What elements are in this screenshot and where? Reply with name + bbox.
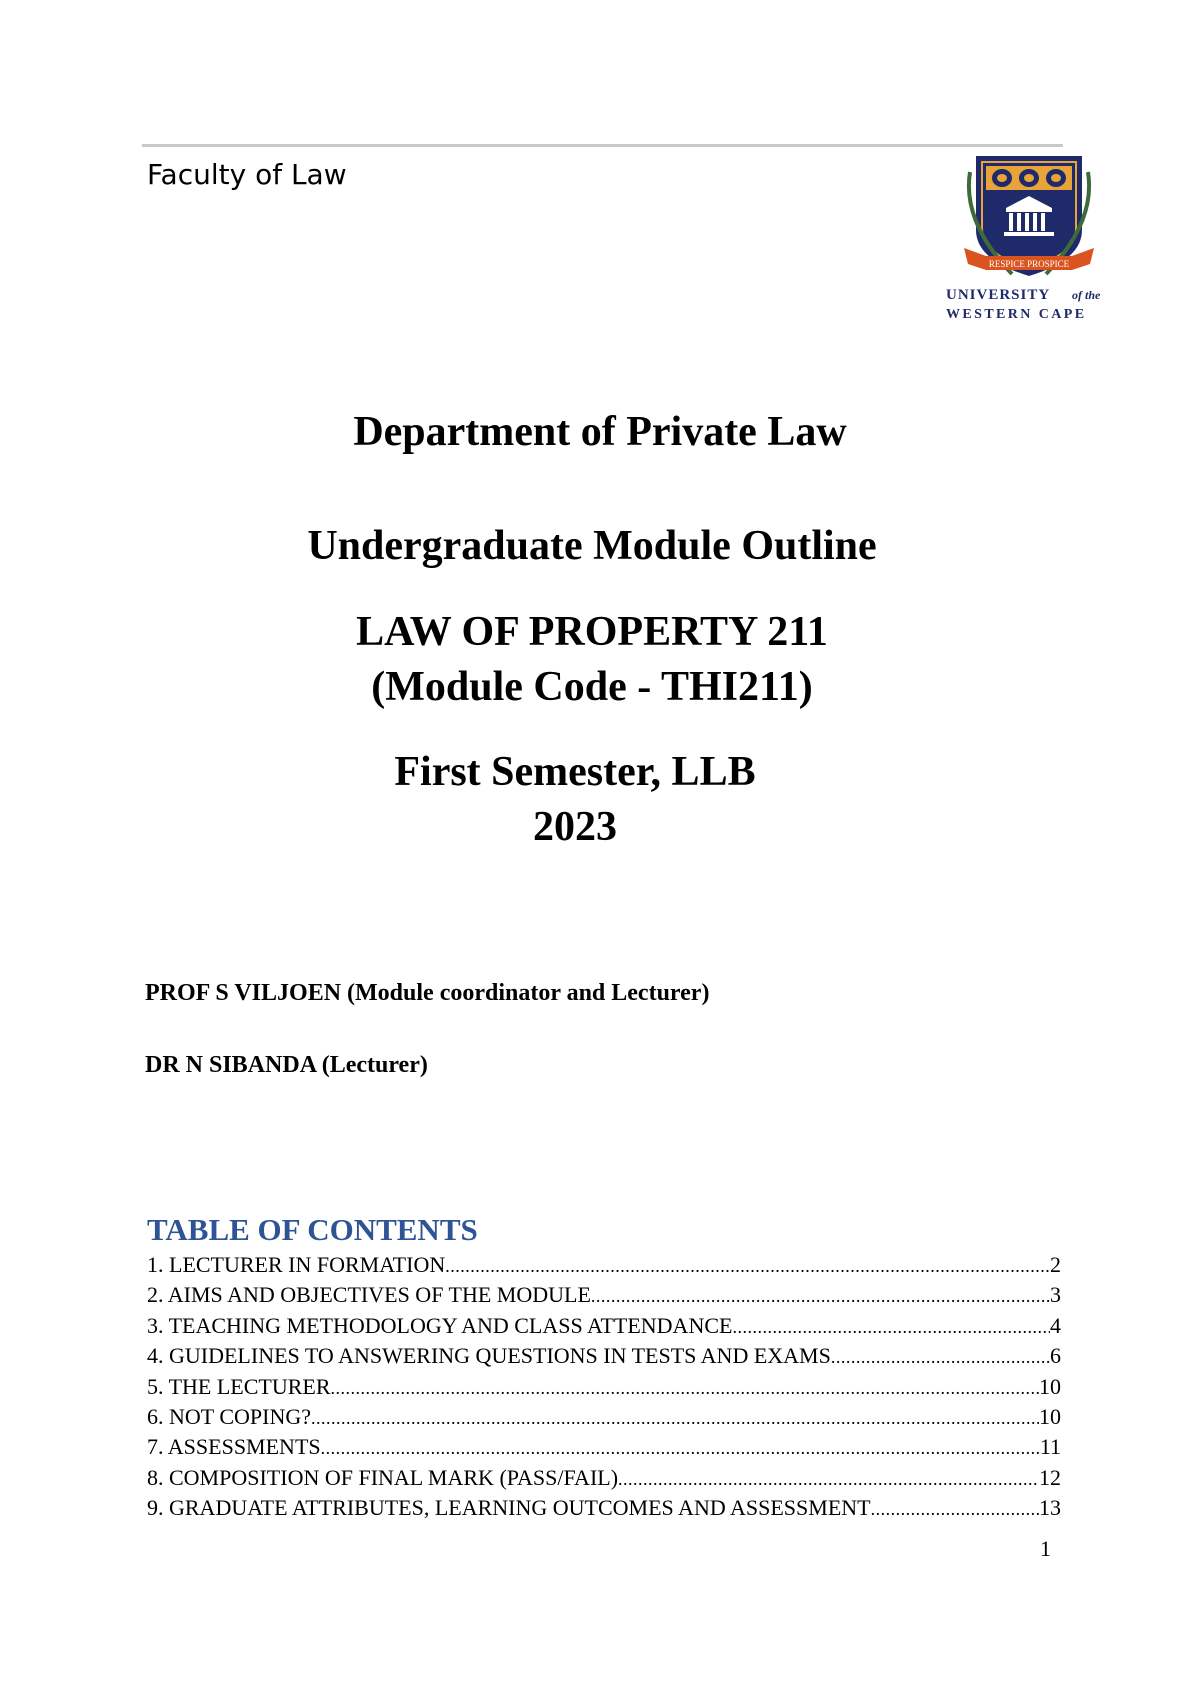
toc-entry-label: 4. GUIDELINES TO ANSWERING QUESTIONS IN TESTS AND EXAMS xyxy=(147,1343,831,1369)
toc-leader xyxy=(321,1438,1040,1459)
toc-entry[interactable] xyxy=(147,1313,1061,1343)
toc-entry[interactable] xyxy=(147,1495,1061,1525)
toc-leader xyxy=(311,1408,1039,1429)
department-title: Department of Private Law xyxy=(353,409,847,455)
toc-entry[interactable] xyxy=(147,1465,1061,1495)
toc-entry[interactable] xyxy=(147,1374,1061,1404)
year-label: 2023 xyxy=(533,804,617,850)
header-rule xyxy=(142,144,1063,147)
toc-entry-page: 10 xyxy=(1039,1373,1061,1399)
toc-leader xyxy=(445,1256,1050,1277)
toc-entry[interactable] xyxy=(147,1282,1061,1312)
university-logo xyxy=(942,152,1116,322)
toc-entry[interactable] xyxy=(147,1343,1061,1373)
toc-entry-label: 3. TEACHING METHODOLOGY AND CLASS ATTENDANCE xyxy=(147,1312,733,1338)
toc-entry-page: 12 xyxy=(1039,1464,1061,1490)
toc-entry-label: 9. GRADUATE ATTRIBUTES, LEARNING OUTCOMES AND ASSESSMENT xyxy=(147,1495,871,1521)
svg-text:UNIVERSITY: UNIVERSITY xyxy=(946,287,1051,303)
semester-label: First Semester, LLB xyxy=(394,749,756,795)
svg-text:RESPICE PROSPICE: RESPICE PROSPICE xyxy=(988,259,1070,269)
table-of-contents xyxy=(147,1252,1061,1526)
toc-entry-page: 2 xyxy=(1050,1252,1061,1277)
toc-entry-label: 5. THE LECTURER xyxy=(147,1373,331,1399)
toc-entry-page: 4 xyxy=(1050,1312,1061,1338)
toc-leader xyxy=(831,1347,1050,1368)
toc-entry-label: 8. COMPOSITION OF FINAL MARK (PASS/FAIL) xyxy=(147,1464,619,1490)
toc-leader xyxy=(618,1469,1039,1490)
toc-entry-page: 3 xyxy=(1050,1282,1061,1308)
toc-entry-label: 1. LECTURER IN FORMATION xyxy=(147,1252,446,1277)
svg-text:WESTERN CAPE: WESTERN CAPE xyxy=(946,307,1087,322)
toc-entry-label: 7. ASSESSMENTS xyxy=(147,1434,321,1460)
staff-coordinator: PROF S VILJOEN (Module coordinator and Lecturer) xyxy=(145,980,710,1006)
page-number: 1 xyxy=(1040,1536,1051,1561)
toc-leader xyxy=(591,1286,1050,1307)
toc-entry-label: 6. NOT COPING? xyxy=(147,1403,311,1429)
faculty-label: Faculty of Law xyxy=(147,158,347,191)
toc-leader xyxy=(331,1378,1039,1399)
outline-title: Undergraduate Module Outline xyxy=(307,523,877,569)
toc-entry[interactable] xyxy=(147,1434,1061,1464)
toc-entry-label: 2. AIMS AND OBJECTIVES OF THE MODULE xyxy=(147,1282,591,1308)
module-title: LAW OF PROPERTY 211 xyxy=(356,609,828,655)
toc-leader xyxy=(732,1317,1050,1338)
staff-lecturer: DR N SIBANDA (Lecturer) xyxy=(145,1052,428,1078)
toc-entry-page: 11 xyxy=(1039,1434,1061,1460)
toc-entry[interactable] xyxy=(147,1252,1061,1282)
toc-entry-page: 6 xyxy=(1050,1343,1061,1369)
toc-entry-page: 13 xyxy=(1039,1495,1061,1521)
toc-leader xyxy=(871,1499,1039,1520)
toc-heading: TABLE OF CONTENTS xyxy=(147,1212,478,1247)
module-code: (Module Code - THI211) xyxy=(371,664,813,710)
university-crest-icon xyxy=(942,152,1116,322)
svg-text:of the: of the xyxy=(1072,288,1101,302)
toc-entry-page: 10 xyxy=(1039,1403,1061,1429)
toc-entry[interactable] xyxy=(147,1404,1061,1434)
